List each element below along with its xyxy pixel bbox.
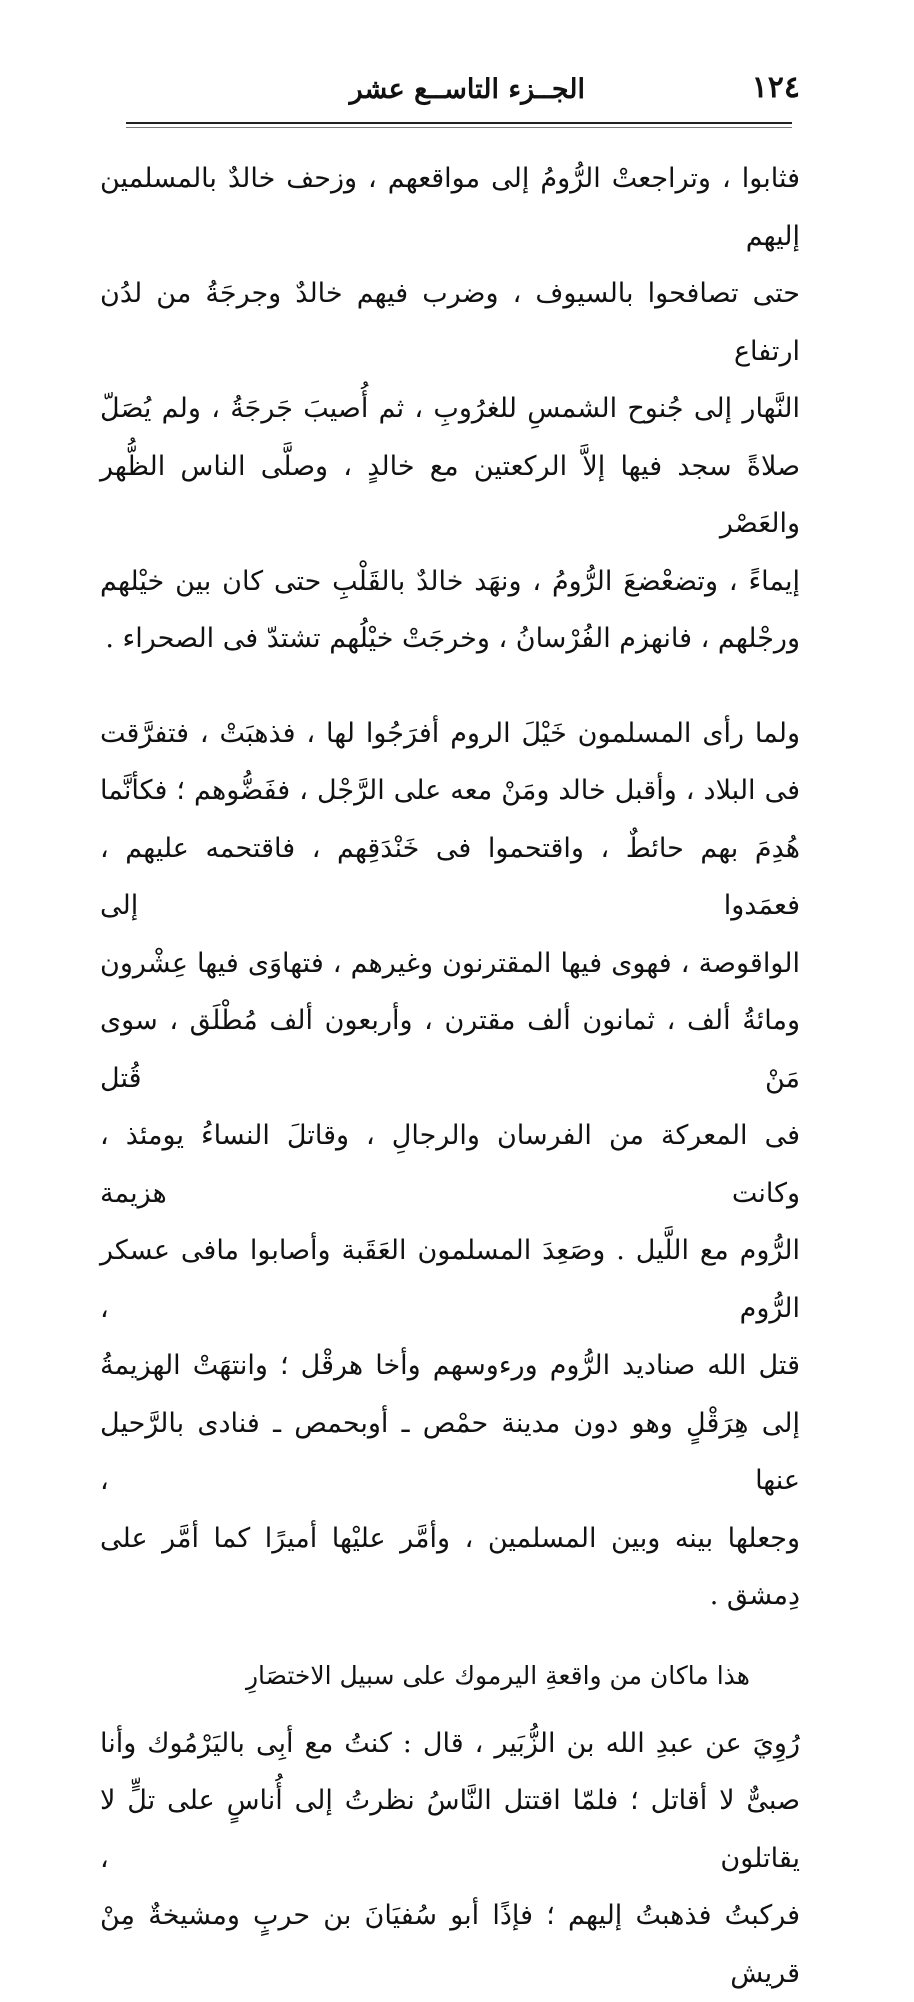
page-header [120, 70, 800, 114]
paragraph-2 [100, 705, 800, 1625]
text-line: صبىٌّ لا أقاتل ؛ فلمّا اقتتل النَّاسُ نظرتُ إلى أُناسٍ على تلٍّ لا يقاتلون ، [100, 1772, 800, 1887]
page-number: ١٢٤ [752, 70, 800, 105]
text-line: قتل الله صناديد الرُّوم ورءوسهم وأخا هرقْل ؛ وانتهَتْ الهزيمةُ [100, 1337, 800, 1395]
paragraph-1 [100, 150, 800, 668]
text-line: هُدِمَ بهم حائطٌ ، واقتحموا فى خَنْدَقِهم ، فاقتحمه عليهم ، فعمَدوا إلى [100, 820, 800, 935]
text-line: فى المعركة من الفرسان والرجالِ ، وقاتلَ النساءُ يومئذ ، وكانت هزيمة [100, 1107, 800, 1222]
text-line: فركبتُ فذهبتُ إليهم ؛ فإذًا أبو سُفيَانَ بن حربٍ ومشيخةٌ مِنْ قريش [100, 1887, 800, 2002]
header-rule-thin [126, 127, 792, 128]
text-line: النَّهار إلى جُنوح الشمسِ للغرُوبِ ، ثم أُصيبَ جَرجَةُ ، ولم يُصَلّ [100, 380, 800, 438]
running-title: الجــزء التاســع عشر [350, 74, 585, 105]
text-line: صلاةً سجد فيها إلاَّ الركعتين مع خالدٍ ، وصلَّى الناس الظُّهر والعَصْر [100, 438, 800, 553]
text-line: فثابوا ، وتراجعتْ الرُّومُ إلى مواقعهم ، وزحف خالدٌ بالمسلمين إليهم [100, 150, 800, 265]
text-line: ولما رأى المسلمون خَيْلَ الروم أفرَجُوا لها ، فذهبَتْ ، فتفرَّقت [100, 705, 800, 763]
text-line: رُوِيَ عن عبدِ الله بن الزُّبَير ، قال : كنتُ مع أبِى باليَرْمُوك وأنا [100, 1715, 800, 1773]
text-line: إيماءً ، وتضعْضعَ الرُّومُ ، ونهَد خالدٌ بالقَلْبِ حتى كان بين خيْلهم [100, 553, 800, 611]
text-line: الواقوصة ، فهوى فيها المقترنون وغيرهم ، فتهاوَى فيها عِشْرون [100, 935, 800, 993]
text-line: حتى تصافحوا بالسيوف ، وضرب فيهم خالدٌ وجرجَةُ من لدُن ارتفاع [100, 265, 800, 380]
text-line: فى البلاد ، وأقبل خالد ومَنْ معه على الرَّجْل ، ففَضُّوهم ؛ فكأنَّما [100, 762, 800, 820]
text-line: الرُّوم مع اللَّيل . وصَعِدَ المسلمون العَقَبة وأصابوا مافى عسكر الرُّوم ، [100, 1222, 800, 1337]
text-line: ومائةُ ألف ، ثمانون ألف مقترن ، وأربعون ألف مُطْلَق ، سوى مَنْ قُتل [100, 992, 800, 1107]
text-line: وجعلها بينه وبين المسلمين ، وأمَّر عليْها أميرًا كما أمَّر على دِمشق . [100, 1510, 800, 1625]
body-text [100, 150, 800, 2002]
paragraph-3 [100, 1715, 800, 2002]
header-rule [126, 122, 792, 124]
text-line: ورجْلهم ، فانهزم الفُرْسانُ ، وخرجَتْ خيْلُهم تشتدّ فى الصحراء . [100, 610, 800, 668]
text-line: إلى هِرَقْلٍ وهو دون مدينة حمْص ـ أوبحمص ـ فنادى بالرَّحيل عنها ، [100, 1395, 800, 1510]
section-heading: هذا ماكان من واقعةِ اليرموك على سبيل الاختصَارِ [100, 1651, 750, 1701]
